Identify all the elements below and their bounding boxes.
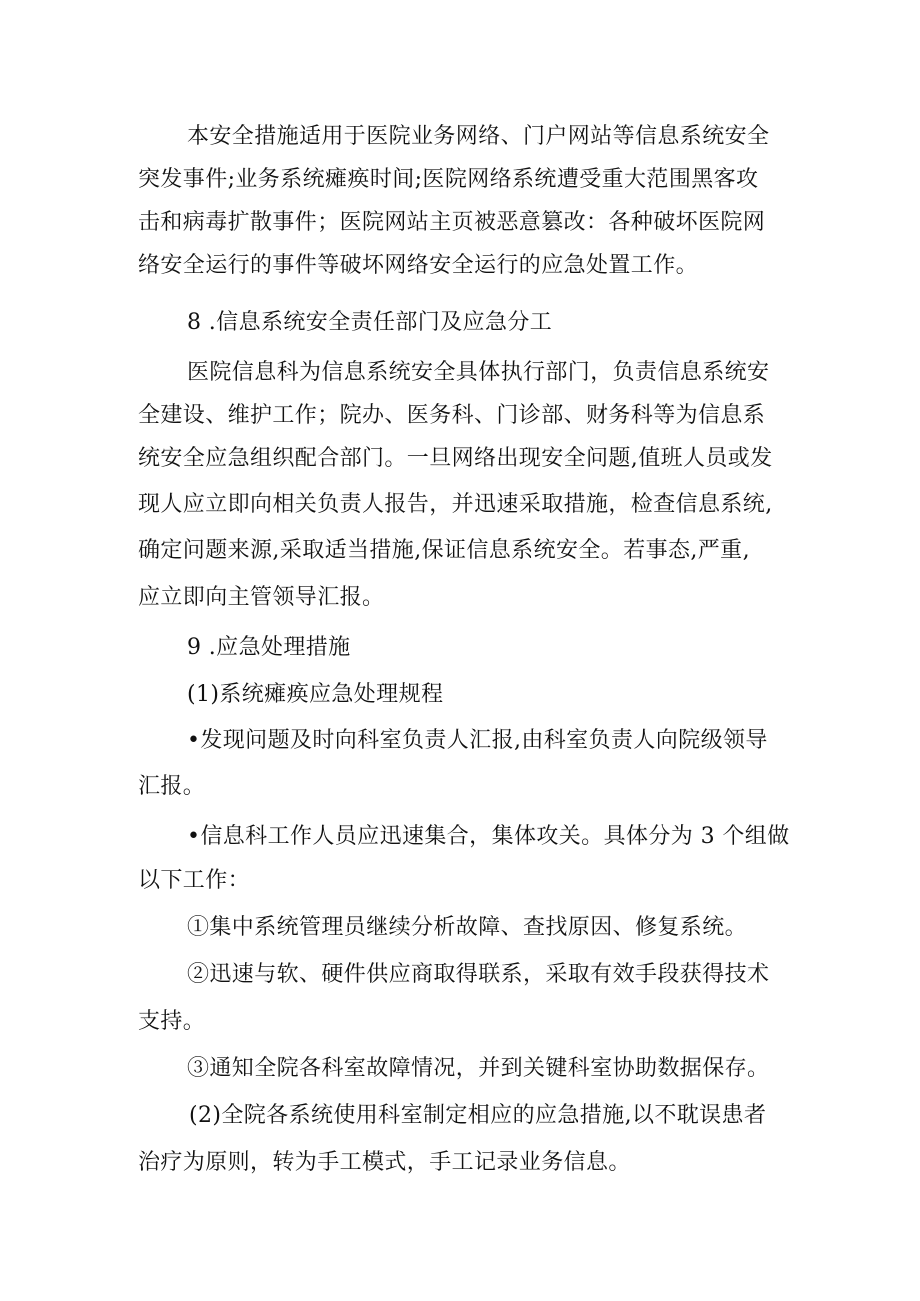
paragraph-responsibility-line: 医院信息科为信息系统安全具体执行部门，负责信息系统安 xyxy=(187,360,770,385)
bullet-item-report-continuation: 汇报。 xyxy=(138,774,206,799)
numbered-item-2: ②迅速与软、硬件供应商取得联系，采取有效手段获得技术 xyxy=(187,962,770,987)
numbered-item-2-continuation: 支持。 xyxy=(138,1009,206,1034)
numbered-item-1: ①集中系统管理员继续分析故障、查找原因、修复系统。 xyxy=(187,915,748,940)
paragraph-responsibility-line: 确定问题来源,采取适当措施,保证信息系统安全。若事态,严重, xyxy=(138,538,750,563)
subsection-heading-2-continuation: 治疗为原则，转为手工模式，手工记录业务信息。 xyxy=(138,1150,631,1175)
paragraph-scope-line: 击和病毒扩散事件；医院网站主页被恶意篡改：各种破坏医院网 xyxy=(138,210,766,235)
paragraph-responsibility-line: 现人应立即向相关负责人报告，并迅速采取措施，检查信息系统, xyxy=(138,492,773,517)
paragraph-responsibility-line: 全建设、维护工作；院办、医务科、门诊部、财务科等为信息系 xyxy=(138,403,766,428)
paragraph-scope-line: 本安全措施适用于医院业务网络、门户网站等信息系统安全 xyxy=(187,124,770,149)
bullet-item-team-continuation: 以下工作： xyxy=(138,868,251,893)
paragraph-responsibility-line: 应立即向主管领导汇报。 xyxy=(138,585,385,610)
paragraph-scope-line: 络安全运行的事件等破坏网络安全运行的应急处置工作。 xyxy=(138,253,699,278)
section-heading-8: 8 .信息系统安全责任部门及应急分工 xyxy=(187,310,553,335)
subsection-heading-2: (2)全院各系统使用科室制定相应的应急措施,以不耽误患者 xyxy=(189,1103,767,1128)
section-heading-9: 9 .应急处理措施 xyxy=(187,635,351,660)
bullet-item-team: •信息科工作人员应迅速集合，集体攻关。具体分为 3 个组做 xyxy=(187,824,790,849)
subsection-heading-1: (1)系统瘫痪应急处理规程 xyxy=(187,682,444,707)
paragraph-scope-line: 突发事件;业务系统瘫痪时间;医院网络系统遭受重大范围黑客攻 xyxy=(138,167,759,192)
numbered-item-3: ③通知全院各科室故障情况，并到关键科室协助数据保存。 xyxy=(187,1056,770,1081)
paragraph-responsibility-line: 统安全应急组织配合部门。一旦网络出现安全问题,值班人员或发 xyxy=(138,446,773,471)
bullet-item-report: •发现问题及时向科室负责人汇报,由科室负责人向院级领导 xyxy=(187,728,768,753)
